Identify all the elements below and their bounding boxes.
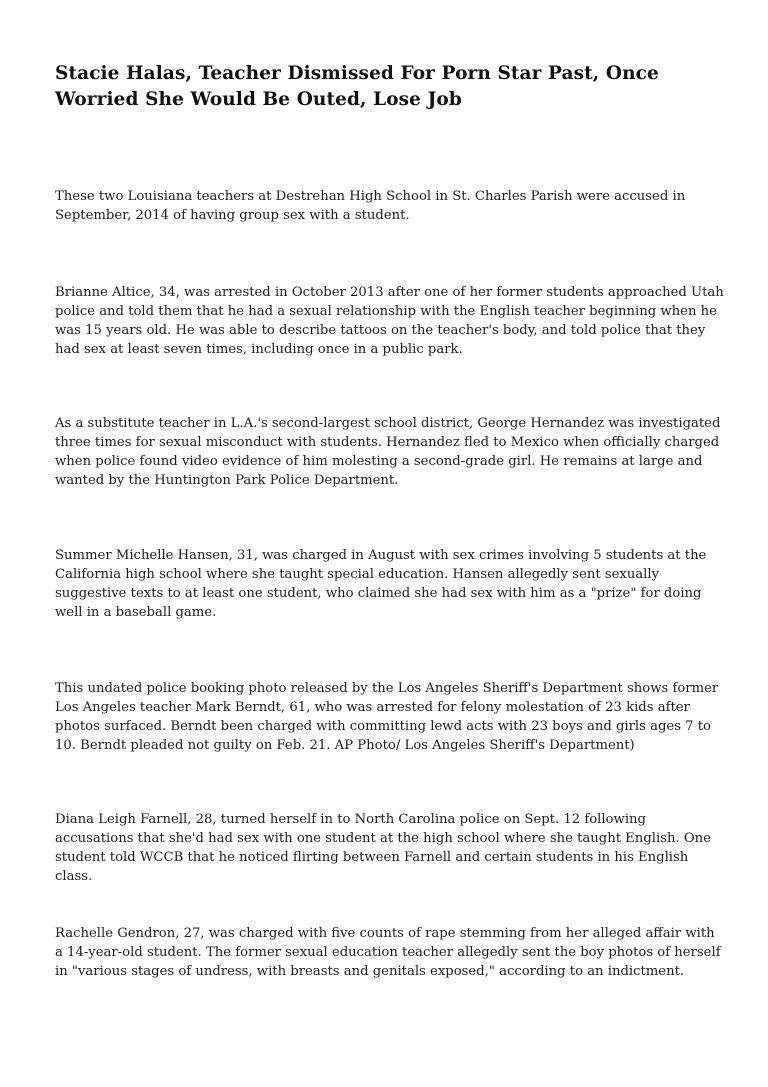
paragraph-brianne-altice: Brianne Altice, 34, was arrested in October 2013 after one of her former students approached Utah police and told them that he had a sexual relationship with the English teacher beginning when he was 15 years old. He was able to describe tattoos on the teacher's body, and told police that they had sex at least seven times, including once in a public park. (55, 285, 724, 357)
article-title: Stacie Halas, Teacher Dismissed For Porn Star Past, Once Worried She Would Be Outed, Lose Job (55, 63, 659, 110)
paragraph-george-hernandez: As a substitute teacher in L.A.'s second-largest school district, George Hernandez was investigated three times for sexual misconduct with students. Hernandez fled to Mexico when officially charged when police found video evidence of him molesting a second-grade girl. He remains at large and wanted by the Huntington Park Police Department. (55, 416, 721, 488)
paragraph-summer-hansen: Summer Michelle Hansen, 31, was charged in August with sex crimes involving 5 students at the California high school where she taught special education. Hansen allegedly sent sexually suggestive texts to at least one student, who claimed she had sex with him as a "prize" for doing well in a baseball game. (55, 548, 707, 620)
paragraph-louisiana-teachers: These two Louisiana teachers at Destrehan High School in St. Charles Parish were accused in September, 2014 of having group sex with a student. (55, 189, 686, 223)
paragraph-rachelle-gendron: Rachelle Gendron, 27, was charged with five counts of rape stemming from her alleged affair with a 14-year-old student. The former sexual education teacher allegedly sent the boy photos of herself in "various stages of undress, with breasts and genitals exposed," according to an indictment. (55, 926, 721, 979)
paragraph-mark-berndt: This undated police booking photo released by the Los Angeles Sheriff's Department shows former Los Angeles teacher Mark Berndt, 61, who was arrested for felony molestation of 23 kids after photos surfaced. Berndt been charged with committing lewd acts with 23 boys and girls ages 7 to 10. Berndt pleaded not guilty on Feb. 21. AP Photo/ Los Angeles Sheriff's Department) (55, 681, 719, 753)
paragraph-diana-farnell: Diana Leigh Farnell, 28, turned herself in to North Carolina police on Sept. 12 following accusations that she'd had sex with one student at the high school where she taught English. One student told WCCB that he noticed flirting between Farnell and certain students in his English class. (55, 812, 711, 884)
